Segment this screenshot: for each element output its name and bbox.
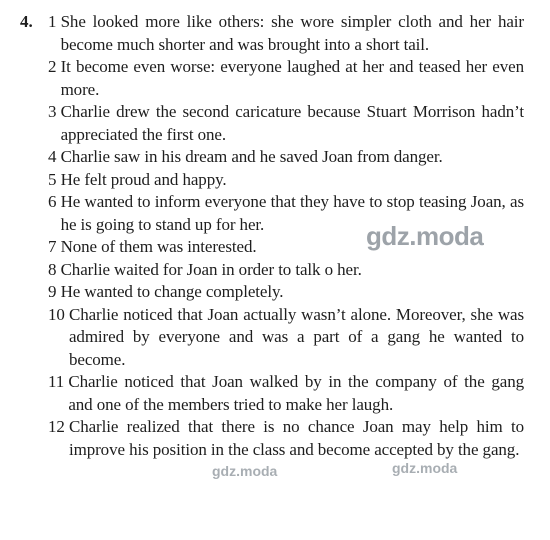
answer-text: He wanted to change completely. [60, 282, 284, 301]
answer-item-4 [48, 146, 524, 169]
watermark-small: gdz.moda [212, 463, 278, 479]
answer-number: 11 [48, 372, 65, 391]
answer-number: 7 [48, 237, 57, 256]
answer-number: 12 [48, 417, 65, 436]
answer-number: 9 [48, 282, 57, 301]
answer-item-5 [48, 169, 524, 192]
answer-text: Charlie noticed that Joan actually wasn’t alone. Moreover, she was admired by everyone and was a part of a gang he wanted to become. [68, 304, 524, 369]
answer-number: 4 [48, 147, 57, 166]
answer-text: Charlie noticed that Joan walked by in the company of the gang and one of the members tried to make her laugh. [68, 372, 524, 414]
answer-text: She looked more like others: she wore simpler cloth and her hair become much shorter and was brought into a short tail. [60, 12, 524, 54]
answer-text: He felt proud and happy. [60, 169, 227, 189]
answer-number: 10 [48, 304, 65, 324]
answer-number: 6 [48, 192, 57, 211]
exercise-number: 4. [20, 12, 33, 31]
answer-text: Charlie waited for Joan in order to talk o her. [60, 259, 362, 279]
answer-item-9 [48, 281, 524, 304]
answer-item-2 [48, 56, 524, 101]
watermark-small: gdz.moda [392, 460, 458, 476]
answer-item-3 [48, 101, 524, 146]
answer-item-8 [48, 259, 524, 282]
answer-item-11 [48, 371, 524, 416]
answer-number: 3 [48, 102, 57, 121]
answer-item-1 [48, 11, 524, 56]
watermark-large: gdz.moda [366, 221, 484, 251]
answer-text: Charlie realized that there is no chance Joan may help him to improve his position in the class and become accepted by the gang. [68, 417, 524, 459]
answer-number: 1 [48, 12, 57, 31]
answer-text: Charlie drew the second caricature because Stuart Morrison hadn’t appreciated the first one. [60, 102, 524, 144]
answer-item-10 [48, 304, 524, 372]
answer-number: 2 [48, 57, 57, 76]
answer-text: It become even worse: everyone laughed at her and teased her even more. [60, 57, 524, 99]
answer-item-12 [48, 416, 524, 461]
answer-number: 8 [48, 259, 57, 279]
answer-number: 5 [48, 169, 57, 189]
answer-text: None of them was interested. [60, 237, 257, 256]
answer-text: He wanted to inform everyone that they have to stop teasing Joan, as he is going to stand up for her. [60, 192, 524, 234]
answer-text: Charlie saw in his dream and he saved Joan from danger. [60, 147, 443, 166]
